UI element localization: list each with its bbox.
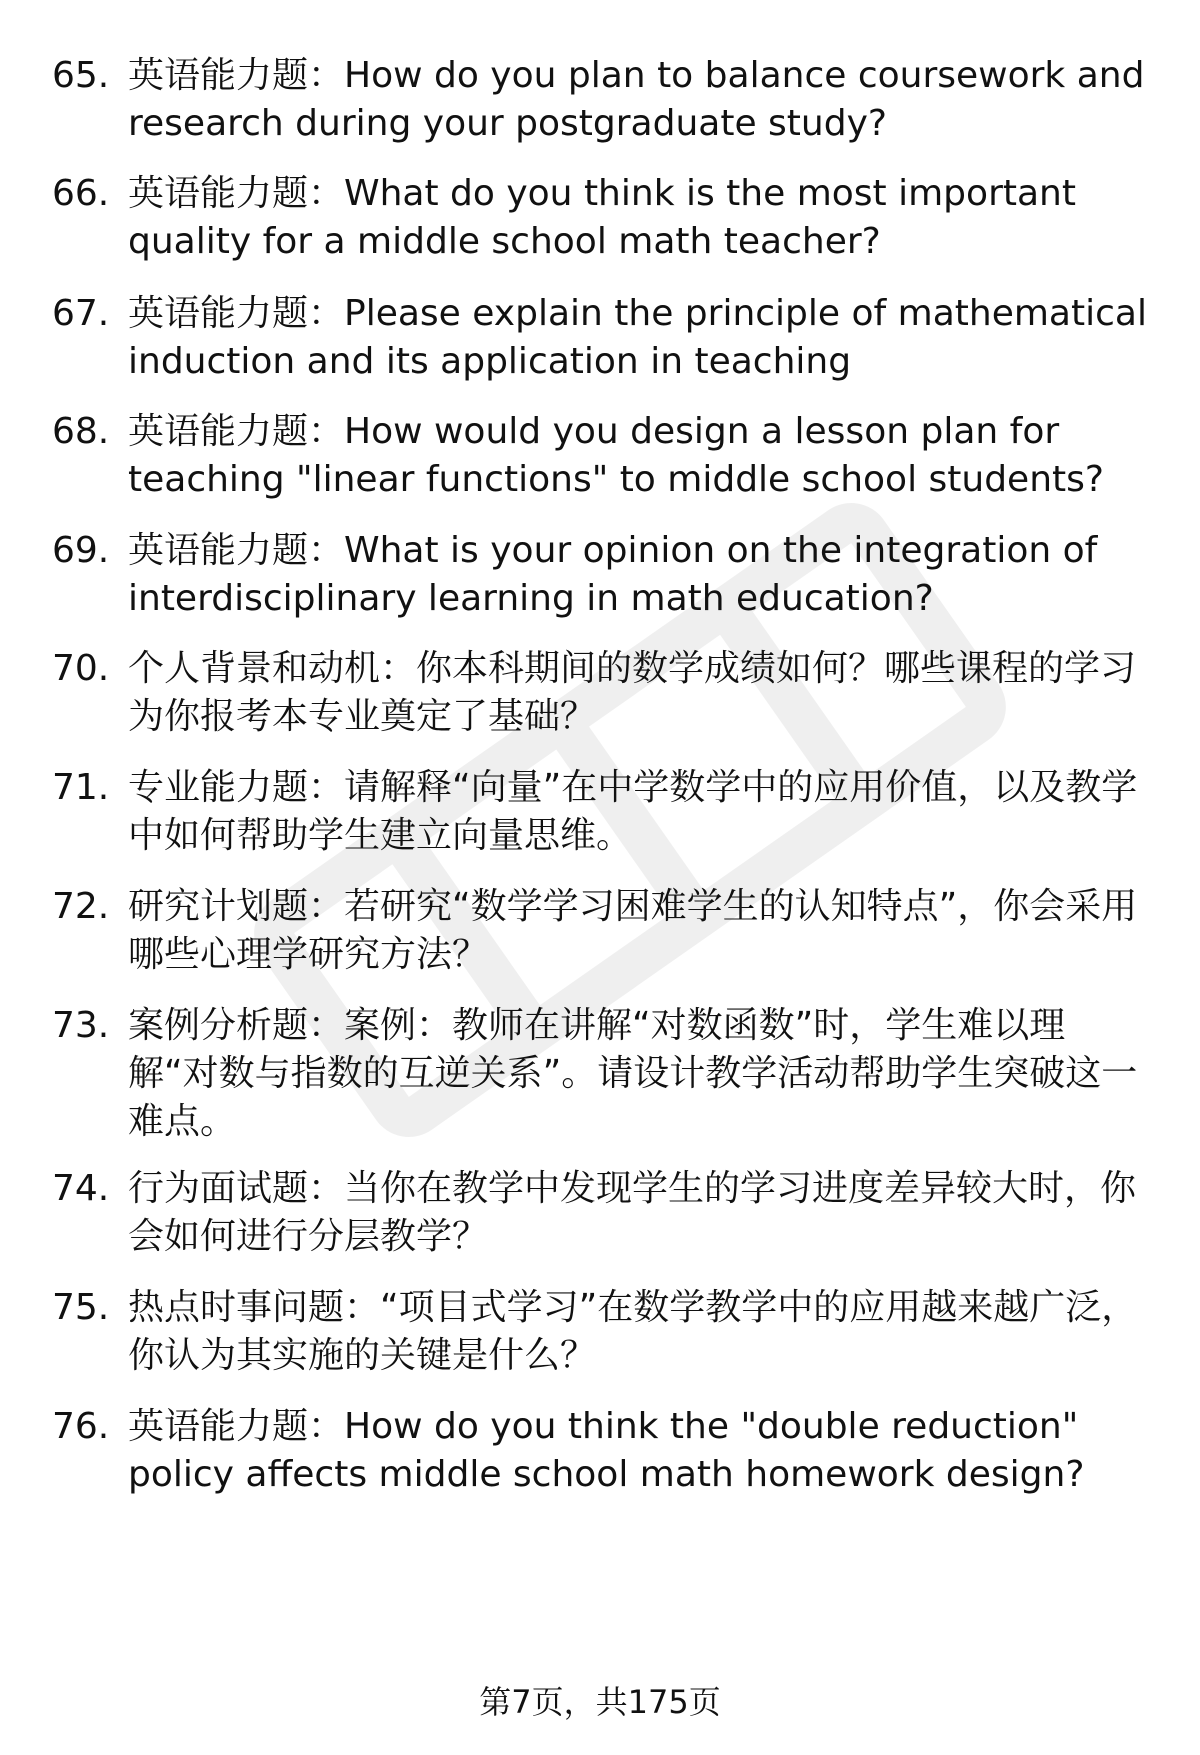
question-number: 68. — [52, 411, 110, 452]
question-text: 研究计划题：若研究“数学学习困难学生的认知特点”，你会采用哪些心理学研究方法？ — [128, 886, 1138, 975]
question-text: 英语能力题：What is your opinion on the integration of interdisciplinary learning in math education? — [128, 530, 1098, 619]
question-text: 个人背景和动机：你本科期间的数学成绩如何？哪些课程的学习为你报考本专业奠定了基础？ — [128, 648, 1137, 737]
question-text: 英语能力题：What do you think is the most important quality for a middle school math teacher? — [128, 173, 1076, 262]
question-number: 71. — [52, 767, 110, 808]
question-number: 75. — [52, 1287, 110, 1328]
question-number: 76. — [52, 1406, 110, 1447]
question-number: 74. — [52, 1168, 110, 1209]
question-text: 案例分析题：案例：教师在讲解“对数函数”时，学生难以理解“对数与指数的互逆关系”。请设计教学活动帮助学生突破这一难点。 — [128, 1005, 1138, 1142]
question-text: 热点时事问题：“项目式学习”在数学教学中的应用越来越广泛，你认为其实施的关键是什么？ — [128, 1287, 1138, 1376]
question-text: 英语能力题：How would you design a lesson plan for teaching "linear functions" to middle school students? — [128, 411, 1104, 500]
page-number: 第7页，共175页 — [479, 1683, 721, 1721]
question-number: 66. — [52, 173, 110, 214]
question-text: 英语能力题：How do you plan to balance coursework and research during your postgraduate study? — [128, 55, 1145, 144]
question-number: 69. — [52, 530, 110, 571]
question-text: 专业能力题：请解释“向量”在中学数学中的应用价值，以及教学中如何帮助学生建立向量思维。 — [128, 767, 1138, 856]
question-number: 72. — [52, 886, 110, 927]
question-number: 67. — [52, 293, 110, 334]
question-text: 英语能力题：Please explain the principle of mathematical induction and its application in teaching — [128, 293, 1147, 382]
question-number: 65. — [52, 55, 110, 96]
question-number: 70. — [52, 648, 110, 689]
question-text: 行为面试题：当你在教学中发现学生的学习进度差异较大时，你会如何进行分层教学？ — [128, 1168, 1137, 1257]
question-text: 英语能力题：How do you think the "double reduction" policy affects middle school math homework design? — [128, 1406, 1085, 1495]
question-number: 73. — [52, 1005, 110, 1046]
